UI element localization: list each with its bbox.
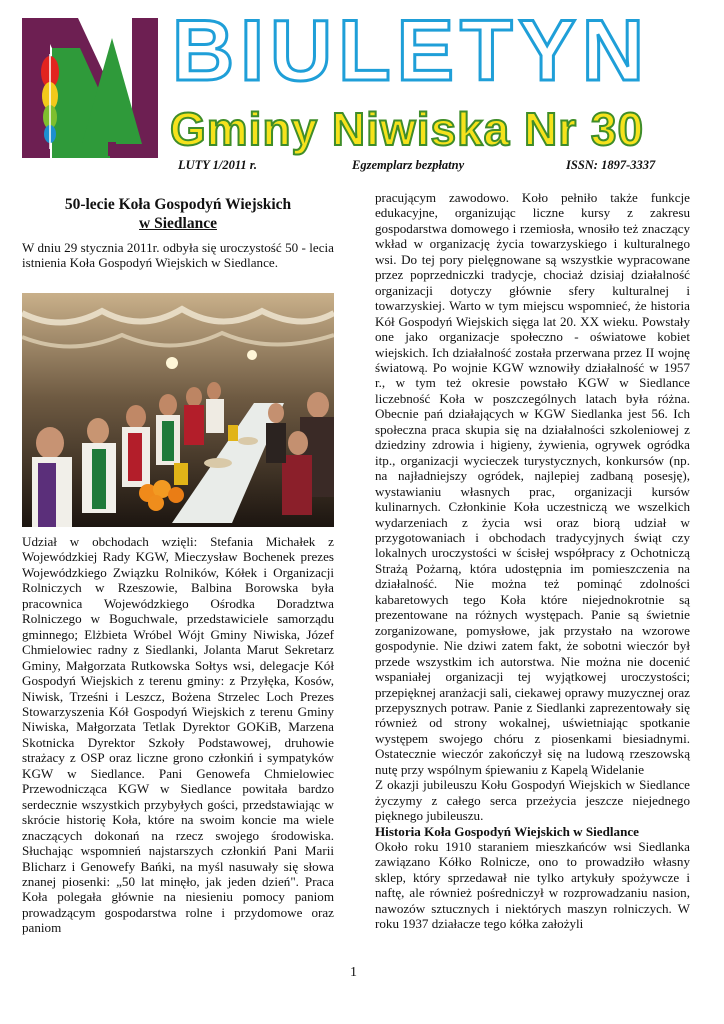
article-title-line1: 50-lecie Koła Gospodyń Wiejskich: [64, 196, 292, 213]
celebration-photo: [22, 293, 334, 527]
masthead: [0, 0, 724, 175]
article-left-body: [22, 534, 334, 936]
article-title-line2: w Siedlance: [139, 215, 217, 232]
masthead-title: BIULETYN: [172, 3, 650, 99]
wishes-paragraph: Z okazji jubileuszu Kołu Gospodyń Wiejskich w Siedlance życzymy z całego serca przeżycia jeszcze niejednego pięknego jubileuszu.: [375, 777, 690, 824]
article-intro: [22, 240, 334, 271]
issn: ISSN: 1897-3337: [566, 158, 656, 172]
right-body-paragraph: pracującym zawodowo. Koło pełniło także funkcje edukacyjne, organizując liczne kursy z zakresu gospodarstwa domowego i rzemiosła, wnosiło też znaczący wkład w organizację życia towarzyskiego i kulturalnego wsi. Do tej pory pielęgnowane są wszystkie wypracowane przez poprzedniczki tradycje, chociaż dzisiaj działalność organizacji dotyczy głównie sfery kulturalnej i towarzyskiej. Warto w tym miejscu wspomnieć, że historia Kół Gospodyń Wiejskich sięga lat 20. XX wieku. Powstały one jako organizacje społeczno - oświatowe kobiet wiejskich. Ich działalność została przerwana przez II wojnę światową. Po wojnie KGW wznowiły działalność w 1957 r., w tym też okresie powstało KGW w Siedlance liczebność Koła w poszczególnych latach była różna. Obecnie pań działających w KGW Siedlanka jest 56. Ich społeczna praca skupia się na działalności szkoleniowej z dziedziny zdrowia i higieny, żywienia, ogrywek ogródka itp., organizacji wycieczek turystycznych, konkursów (np. na najładniejszy ogródek, najlepiej zadbaną posesję), wystawianiu własnych prac, organizacji kursów kulinarnych. Członkinie Koła uczestniczą we wszelkich wydarzeniach z życia wsi oraz biorą udział w przygotowaniach i obchodach tradycyjnych świąt czy lokalnych uroczystości w ścisłej współpracy z Ochotniczą Strażą Pożarną, która udostępnia im pomieszczenia na działalność. Nie można też pominąć zdolności kabaretowych tego Koła które niejednokrotnie są prezentowane na różnych występach. Panie są świetnie zorganizowane, pomysłowe, jak przystało na wzorowe gospodynie. Nie dziwi zatem fakt, że sobotni wieczór był przede wszystkim ich autorstwa. Nie można nie docenić wspaniałej organizacji tej wyjątkowej uroczystości; przepięknej aranżacji sali, ciekawej oprawy muzycznej oraz przepysznych potraw. Panie z Siedlanki zaprezentowały się również od strony wokalnej, uświetniając spotkanie występem swojego chóru z piosenkami biesiadnymi. Ostatecznie wieczór zakończył się na ludową rzeszowską nutę przy wspólnym śpiewaniu z Kapelą Widelanie: [375, 190, 690, 777]
copy-note: Egzemplarz bezpłatny: [352, 158, 465, 172]
intro-paragraph: W dniu 29 stycznia 2011r. odbyła się uroczystość 50 - lecia istnienia Koła Gospodyń Wiejskich w Siedlance.: [22, 240, 334, 271]
article-right-column: [375, 190, 690, 932]
history-heading: Historia Koła Gospodyń Wiejskich w Siedlance: [375, 823, 639, 839]
left-body-paragraph: Udział w obchodach wzięli: Stefania Michałek z Wojewódzkiej Rady KGW, Mieczysław Bochenek prezes Wojewódzkiego Związku Rolników, Kółek i Organizacji Rolniczych w Rzeszowie, Balbina Borowska była pracownica Wojewódzkiego Ośrodka Doradztwa Rolniczego w Boguchwale, przedstawiciele samorządu gminnego; Elżbieta Wróbel Wójt Gminy Niwiska, Józef Chmielowiec radny z Siedlanki, Jolanta Marut Sekretarz Gminy, Małgorzata Rutkowska Sołtys wsi, delegacje Kół Gospodyń Wiejskich z terenu gminy: z Przyłęka, Kosów, Niwisk, Trześni i Leszcz, Bożena Strzelec Loch Prezes Stowarzyszenia Kół Gospodyń Wiejskich z terenu Gminy Niwiska, Małgorzata Tetlak Dyrektor GOKiB, Marzena Skotnicka Dyrektor Szkoły Podstawowej, druhowie strażacy z OSP oraz liczne grono członkiń i sympatyków KGW w Siedlance. Pani Genowefa Chmielowiec Przewodnicząca KGW w Siedlance powitała bardzo serdecznie wszystkich przybyłych gości, przedstawiając w skrócie historię Koła, które na swoim koncie ma wiele znaczących dokonań na rzecz swojego środowiska. Słuchając wspomnień najstarszych członkiń Pani Marii Blicharz i Genowefy Bańki, na myśl nasuwały się słowa znanej piosenki: „50 lat minęło, jak jeden dzień". Praca Koła polegała głównie na niesieniu pomocy paniom prowadzącym gospodarstwa rolne i przydomowe oraz paniom: [22, 534, 334, 936]
gmina-logo: [20, 14, 160, 160]
article-title: [22, 195, 334, 233]
masthead-subtitle: Gminy Niwiska Nr 30: [170, 103, 645, 155]
issue-date: LUTY 1/2011 r.: [178, 158, 258, 172]
history-paragraph: Około roku 1910 staraniem mieszkańców wsi Siedlanka zawiązano Kółko Rolnicze, ono to prowadziło własny sklep, który sprzedawał nie tylko artykuły spożywcze i naftę, ale również pośredniczył w rozprowadzaniu nasion, nawozów sztucznych i niektórych maszyn rolniczych. W roku 1937 działacze tego kółka założyli: [375, 839, 690, 932]
page-number: 1: [350, 965, 357, 980]
